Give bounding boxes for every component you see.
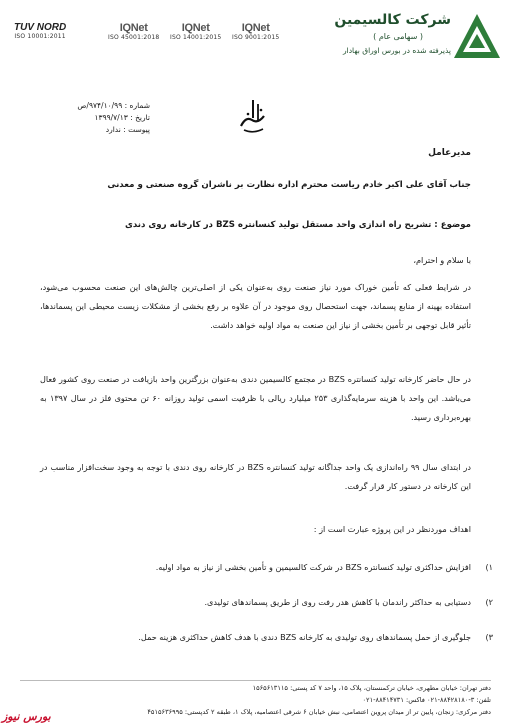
iqnet-standard-2: ISO 14001:2015	[170, 34, 222, 41]
greeting: با سلام و احترام،	[413, 255, 471, 265]
list-item	[60, 632, 493, 642]
list-item	[60, 562, 493, 572]
company-name: شرکت کالسیمین	[334, 12, 451, 28]
list-number: ۲)	[485, 597, 493, 607]
list-item-text: دستیابی به حداکثر راندمان با کاهش هدر رفت روی از طریق پسماندهای تولیدی.	[204, 597, 471, 607]
iqnet-standard-1: ISO 45001:2018	[108, 34, 160, 41]
watermark-logo: بورس نیوز	[2, 710, 51, 723]
footer-divider	[20, 680, 491, 681]
iqnet-logo-1	[108, 22, 159, 41]
paragraph-1: در شرایط فعلی که تأمین خوراک مورد نیاز صنعت روی به‌عنوان یکی از اصلی‌ترین چالش‌های این صنعت محسوب می‌شود، استفاده بهینه از منابع پسماند، جهت استحصال روی موجود در آن علاوه بر رفع بخشی از مشکلات زیست محیطی این پسماندها، تأثیر قابل توجهی بر تأمین بخشی از نیاز این صنعت به مواد اولیه خواهد داشت.	[40, 282, 471, 330]
goals-intro: اهداف موردنظر در این پروژه عبارت است از :	[313, 524, 471, 534]
footer-tehran-phone: تلفن: ۳-۸۸۴۲۸۱۸۰-۰۲۱ فاکس: ۸۸۴۱۴۷۳۱-۰۲۱	[362, 696, 491, 704]
department-label: مدیرعامل	[428, 148, 471, 158]
paragraph-2: در حال حاضر کارخانه تولید کنسانتره BZS در مجتمع کالسیمین دندی به‌عنوان بزرگترین واحد بازیافت در صنعت روی کشور فعال می‌باشد. این واحد با هزینه سرمایه‌گذاری ۲۵۳ میلیارد ریالی با ظرفیت اسمی تولید روزانه ۶۰ تن محتوی فلز در سال ۱۳۹۷ به بهره‌برداری رسید.	[40, 374, 471, 422]
iqnet-logo-3	[232, 22, 279, 41]
tuv-nord-logo	[14, 22, 66, 40]
subject-line: موضوع : تشریح راه اندازی واحد مستقل تولید کنسانتره BZS در کارخانه روی دندی	[124, 220, 471, 230]
list-item	[60, 597, 493, 607]
letter-meta	[60, 100, 150, 136]
addressee: جناب آقای علی اکبر خادم ریاست محترم اداره نظارت بر ناشران گروه صنعتی و معدنی	[107, 180, 471, 190]
tuv-logo-text: TUV NORD	[14, 22, 67, 33]
company-stock-note: پذیرفته شده در بورس اوراق بهادار	[343, 46, 451, 55]
list-number: ۳)	[485, 632, 493, 642]
iqnet-logo-2	[170, 22, 221, 41]
calligraphy-emblem	[236, 96, 270, 136]
paragraph-3: در ابتدای سال ۹۹ راه‌اندازی یک واحد جداگانه تولید کنسانتره BZS در کارخانه روی دندی با توجه به وجود سخت‌افزار مناسب در این کارخانه در دستور کار قرار گرفت.	[40, 462, 471, 491]
tuv-standard: ISO 10001:2011	[14, 33, 66, 40]
letter-attachment: پیوست : ندارد	[105, 125, 150, 134]
footer-tehran-address: دفتر تهران: خیابان مطهری، خیابان ترکمنستان، پلاک ۱۵، واحد ۷ کد پستی: ۱۵۶۵۶۱۳۱۱۵	[252, 684, 491, 692]
letter-date: تاریخ : ۱۳۹۹/۷/۱۳	[94, 113, 150, 122]
iqnet-logo-text: IQNet	[241, 22, 270, 34]
company-logo-icon	[452, 12, 502, 62]
letter-number: شماره : ۹۷۴/۱۰/۹۹/ص	[77, 101, 150, 110]
iqnet-logo-text: IQNet	[181, 22, 210, 34]
footer-zanjan-address: دفتر مرکزی: زنجان، پایین تر از میدان پروین اعتصامی، نبش خیابان ۶ شرقی اعتصامیه، پلاک ۱، طبقه ۲ کدپستی: ۴۵۱۵۶۳۶۹۹۵	[147, 708, 491, 716]
iqnet-standard-3: ISO 9001:2015	[232, 34, 280, 41]
iqnet-logo-text: IQNet	[119, 22, 148, 34]
list-number: ۱)	[485, 562, 493, 572]
company-type: ( سهامی عام )	[373, 32, 423, 41]
list-item-text: افزایش حداکثری تولید کنسانتره BZS در شرکت کالسیمین و تأمین بخشی از نیاز به مواد اولیه.	[155, 562, 471, 572]
list-item-text: جلوگیری از حمل پسماندهای روی تولیدی به کارخانه BZS دندی با هدف کاهش حداکثری هزینه حمل.	[138, 632, 471, 642]
